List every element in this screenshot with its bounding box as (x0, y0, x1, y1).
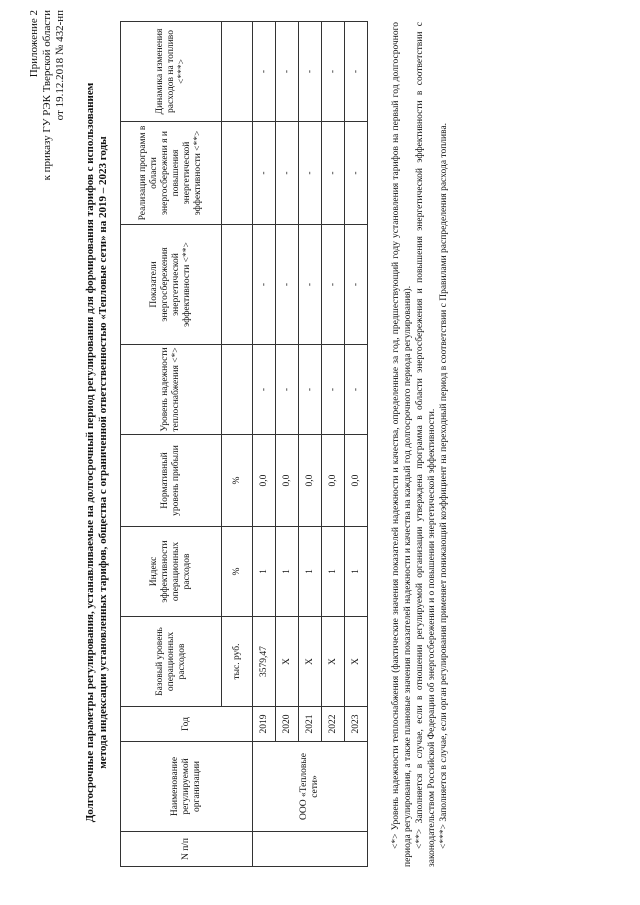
year-cell: 2022 (322, 707, 345, 742)
program-cell: - (253, 122, 276, 225)
col-header-profit: Нормативный уровень прибыли (121, 435, 222, 527)
fuel-cell: - (276, 22, 299, 122)
document-title (84, 40, 110, 865)
reliability-cell: - (253, 345, 276, 435)
energy-cell: - (322, 225, 345, 345)
base-cell: Х (345, 617, 368, 707)
table-row (253, 22, 276, 867)
row-num-cell (253, 832, 368, 867)
unit-profit: % (222, 435, 253, 527)
fuel-cell: - (345, 22, 368, 122)
program-cell: - (276, 122, 299, 225)
base-cell: Х (276, 617, 299, 707)
unit-reliability (222, 345, 253, 435)
base-cell: Х (322, 617, 345, 707)
fuel-cell: - (253, 22, 276, 122)
energy-cell: - (253, 225, 276, 345)
title-line-1: Долгосрочные параметры регулирования, устанавливаемые на долгосрочный период регулирования для формирования тарифов с использованием (84, 82, 96, 823)
profit-cell: 0,0 (299, 435, 322, 527)
table-row (322, 22, 345, 867)
base-cell: 3579,47 (253, 617, 276, 707)
appendix-line-1: Приложение 2 (28, 10, 40, 78)
index-cell: 1 (276, 527, 299, 617)
reliability-cell: - (322, 345, 345, 435)
appendix-line-3: от 19.12.2018 № 432-нп (54, 10, 66, 121)
profit-cell: 0,0 (345, 435, 368, 527)
footnote-reliability: <*> Уровень надежности теплоснабжения (фактические значения показателей надежности и качества, определенные за год, предшествующий году установления тарифов на первый год долгосрочного периода регулирования, а также плановые значения показателей надежности и качества на каждый год долгосрочного периода регулирования). (391, 22, 413, 867)
program-cell: - (322, 122, 345, 225)
col-header-num: N п/п (121, 832, 253, 867)
energy-cell: - (276, 225, 299, 345)
reliability-cell: - (345, 345, 368, 435)
index-cell: 1 (299, 527, 322, 617)
org-name-cell: ООО «Тепловые сети» (253, 742, 368, 832)
parameters-table (120, 21, 368, 867)
col-header-year: Год (121, 707, 253, 742)
table-row (276, 22, 299, 867)
table-row (345, 22, 368, 867)
index-cell: 1 (345, 527, 368, 617)
unit-program (222, 122, 253, 225)
unit-base: тыс. руб. (222, 617, 253, 707)
reliability-cell: - (299, 345, 322, 435)
index-cell: 1 (253, 527, 276, 617)
program-cell: - (345, 122, 368, 225)
col-header-index: Индекс эффективности операционных расходов (121, 527, 222, 617)
col-header-base: Базовый уровень операционных расходов (121, 617, 222, 707)
unit-energy (222, 225, 253, 345)
footnote-fuel: <***> Заполняется в случае, если орган регулирования применяет понижающий коэффициент на переходный период в соответствии с Правилами распределения расхода топлива. (439, 122, 449, 849)
col-header-program: Реализация программ в области энергосбережени я и повышения энергетической эффективности <**> (121, 122, 222, 225)
col-header-reliability: Уровень надежности теплоснабжения <*> (121, 345, 222, 435)
table-row (299, 22, 322, 867)
profit-cell: 0,0 (276, 435, 299, 527)
unit-fuel (222, 22, 253, 122)
footnote-energy-program: <**> Заполняется в случае, если в отношении регулируемой организации утверждена программа в области энергосбережения и повышения энергетической эффективности в соответствии с законодательством Российской Федерации об энергосбережении и о повышении энергетической эффективности. (415, 22, 437, 867)
appendix-line-2: к приказу ГУ РЭК Тверской области (41, 10, 53, 181)
year-cell: 2019 (253, 707, 276, 742)
year-cell: 2023 (345, 707, 368, 742)
appendix-header (28, 10, 67, 180)
fuel-cell: - (299, 22, 322, 122)
unit-index: % (222, 527, 253, 617)
year-cell: 2021 (299, 707, 322, 742)
col-header-energy: Показатели энергосбережения энергетической эффективности <**> (121, 225, 222, 345)
profit-cell: 0,0 (253, 435, 276, 527)
year-cell: 2020 (276, 707, 299, 742)
energy-cell: - (345, 225, 368, 345)
reliability-cell: - (276, 345, 299, 435)
title-line-2: метода индексации установленных тарифов, общества с ограниченной ответственностью «Тепловые сети» на 2019 – 2023 годы (97, 136, 109, 769)
profit-cell: 0,0 (322, 435, 345, 527)
program-cell: - (299, 122, 322, 225)
col-header-org: Наименование регулируемой организации (121, 742, 253, 832)
footnotes (390, 22, 450, 867)
header-row (121, 22, 222, 867)
base-cell: Х (299, 617, 322, 707)
index-cell: 1 (322, 527, 345, 617)
energy-cell: - (299, 225, 322, 345)
col-header-fuel: Динамика изменения расходов на топливо <***> (121, 22, 222, 122)
fuel-cell: - (322, 22, 345, 122)
